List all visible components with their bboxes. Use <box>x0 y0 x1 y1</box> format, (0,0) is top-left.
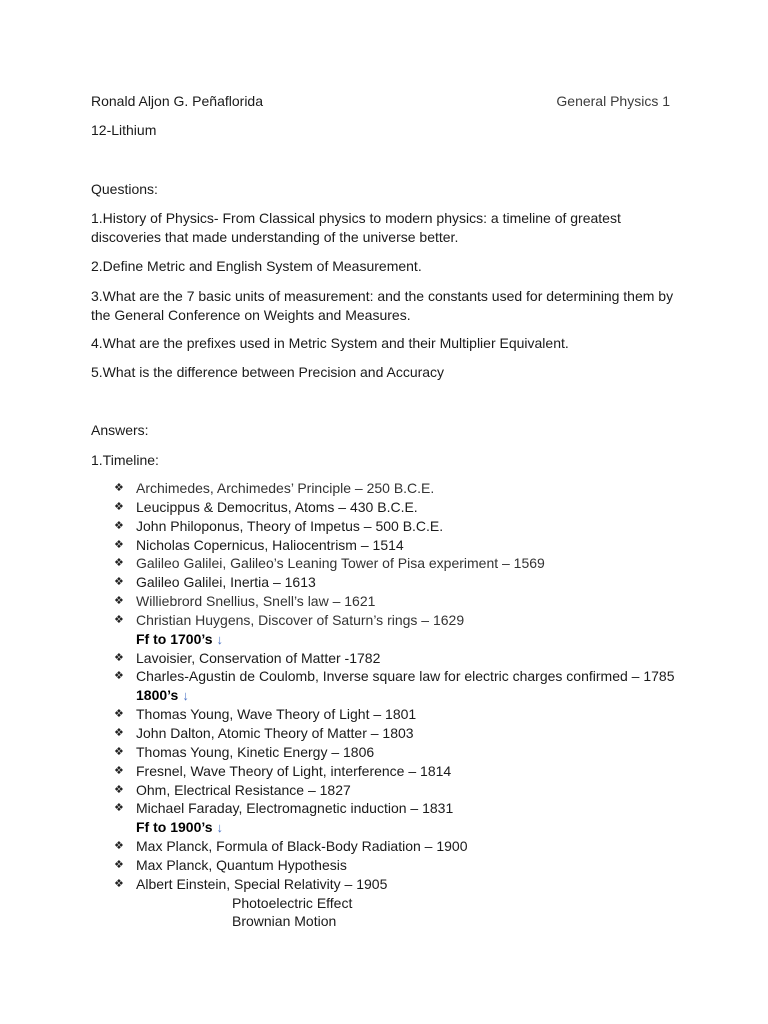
diamond-bullet-icon: ❖ <box>114 595 124 608</box>
timeline-item <box>114 649 675 668</box>
diamond-bullet-icon: ❖ <box>114 519 124 532</box>
timeline-item <box>114 479 675 498</box>
timeline-item <box>114 837 675 856</box>
question-2: 2.Define Metric and English System of Measurement. <box>91 258 422 274</box>
timeline-item <box>114 724 675 743</box>
timeline-item-text: Fresnel, Wave Theory of Light, interference – 1814 <box>136 762 452 779</box>
questions-title: Questions: <box>91 181 158 197</box>
arrow-down-icon: ↓ <box>182 688 189 704</box>
diamond-bullet-icon: ❖ <box>114 802 124 815</box>
timeline-item-text: Thomas Young, Kinetic Energy – 1806 <box>136 743 375 760</box>
diamond-bullet-icon: ❖ <box>114 482 124 494</box>
diamond-bullet-icon: ❖ <box>114 708 124 721</box>
section-name: 12-Lithium <box>91 122 157 138</box>
timeline-era-heading <box>114 630 675 649</box>
timeline-era-heading <box>114 686 675 705</box>
era-label: Ff to 1700’s <box>136 630 213 647</box>
timeline-item <box>114 762 675 781</box>
answers-title: Answers: <box>91 422 149 438</box>
diamond-bullet-icon: ❖ <box>114 877 124 890</box>
question-5: 5.What is the difference between Precision and Accuracy <box>91 364 445 380</box>
timeline-item <box>114 875 675 894</box>
timeline-item-text: Galileo Galilei, Inertia – 1613 <box>136 574 316 591</box>
timeline-item-text: Max Planck, Quantum Hypothesis <box>136 856 347 873</box>
diamond-bullet-icon: ❖ <box>114 840 124 853</box>
timeline-era-heading <box>114 818 675 837</box>
timeline-item-text: Christian Huygens, Discover of Saturn’s rings – 1629 <box>136 611 465 628</box>
diamond-bullet-icon: ❖ <box>114 557 124 570</box>
arrow-down-icon: ↓ <box>216 631 224 647</box>
timeline-item-text: Leucippus & Democritus, Atoms – 430 B.C.E. <box>136 498 418 515</box>
timeline-item-text: Albert Einstein, Special Relativity – 1905 <box>136 875 388 892</box>
timeline-item-text: Thomas Young, Wave Theory of Light – 1801 <box>136 706 417 723</box>
timeline-item-text: Nicholas Copernicus, Haliocentrism – 1514 <box>136 536 404 553</box>
timeline-item-text: John Dalton, Atomic Theory of Matter – 1803 <box>136 724 414 741</box>
timeline-item <box>114 573 675 592</box>
timeline-item <box>114 667 675 686</box>
diamond-bullet-icon: ❖ <box>114 576 124 589</box>
diamond-bullet-icon: ❖ <box>114 726 124 739</box>
arrow-down-icon: ↓ <box>216 820 224 836</box>
timeline-list <box>114 479 675 931</box>
diamond-bullet-icon: ❖ <box>114 764 124 777</box>
timeline-subitem-text: Photoelectric Effect <box>232 894 353 911</box>
timeline-item <box>114 592 675 611</box>
timeline-item-text: Lavoisier, Conservation of Matter -1782 <box>136 649 381 666</box>
question-3: 3.What are the 7 basic units of measurement: and the constants used for determining them by the General Conference on Weights and Measures. <box>91 288 674 323</box>
diamond-bullet-icon: ❖ <box>114 538 124 551</box>
timeline-item <box>114 799 675 818</box>
era-label: Ff to 1900’s <box>136 819 213 836</box>
timeline-subitem <box>114 912 675 931</box>
timeline-item-text: Ohm, Electrical Resistance – 1827 <box>136 781 351 798</box>
timeline-item <box>114 554 675 573</box>
timeline-item <box>114 517 675 536</box>
diamond-bullet-icon: ❖ <box>114 858 124 871</box>
diamond-bullet-icon: ❖ <box>114 651 124 664</box>
question-4: 4.What are the prefixes used in Metric System and their Multiplier Equivalent. <box>91 335 569 351</box>
timeline-item <box>114 743 675 762</box>
question-1: 1.History of Physics- From Classical physics to modern physics: a timeline of greatest discoveries that made understanding of the universe better. <box>91 210 621 245</box>
timeline-subitem-text: Brownian Motion <box>232 913 337 930</box>
diamond-bullet-icon: ❖ <box>114 670 124 683</box>
timeline-item-text: Williebrord Snellius, Snell’s law – 1621 <box>136 593 376 610</box>
diamond-bullet-icon: ❖ <box>114 613 124 626</box>
timeline-item-text: Archimedes, Archimedes’ Principle – 250 B.C.E. <box>136 480 435 496</box>
timeline-item-text: Michael Faraday, Electromagnetic induction – 1831 <box>136 800 454 817</box>
era-label: 1800’s <box>136 687 179 704</box>
timeline-title: 1.Timeline: <box>91 452 159 468</box>
timeline-item-text: John Philoponus, Theory of Impetus – 500 B.C.E. <box>136 517 444 534</box>
diamond-bullet-icon: ❖ <box>114 745 124 758</box>
author-name: Ronald Aljon G. Peñaflorida <box>91 93 263 109</box>
timeline-item <box>114 536 675 555</box>
timeline-item <box>114 611 675 630</box>
timeline-item <box>114 856 675 875</box>
timeline-item-text: Galileo Galilei, Galileo’s Leaning Tower of Pisa experiment – 1569 <box>136 555 545 572</box>
timeline-subitem <box>114 894 675 913</box>
timeline-item <box>114 781 675 800</box>
timeline-item-text: Max Planck, Formula of Black-Body Radiation – 1900 <box>136 838 468 855</box>
timeline-item <box>114 705 675 724</box>
timeline-item <box>114 498 675 517</box>
diamond-bullet-icon: ❖ <box>114 783 124 796</box>
diamond-bullet-icon: ❖ <box>114 500 124 513</box>
course-name: General Physics 1 <box>556 93 670 109</box>
timeline-item-text: Charles-Agustin de Coulomb, Inverse square law for electric charges confirmed – 1785 <box>136 668 675 685</box>
